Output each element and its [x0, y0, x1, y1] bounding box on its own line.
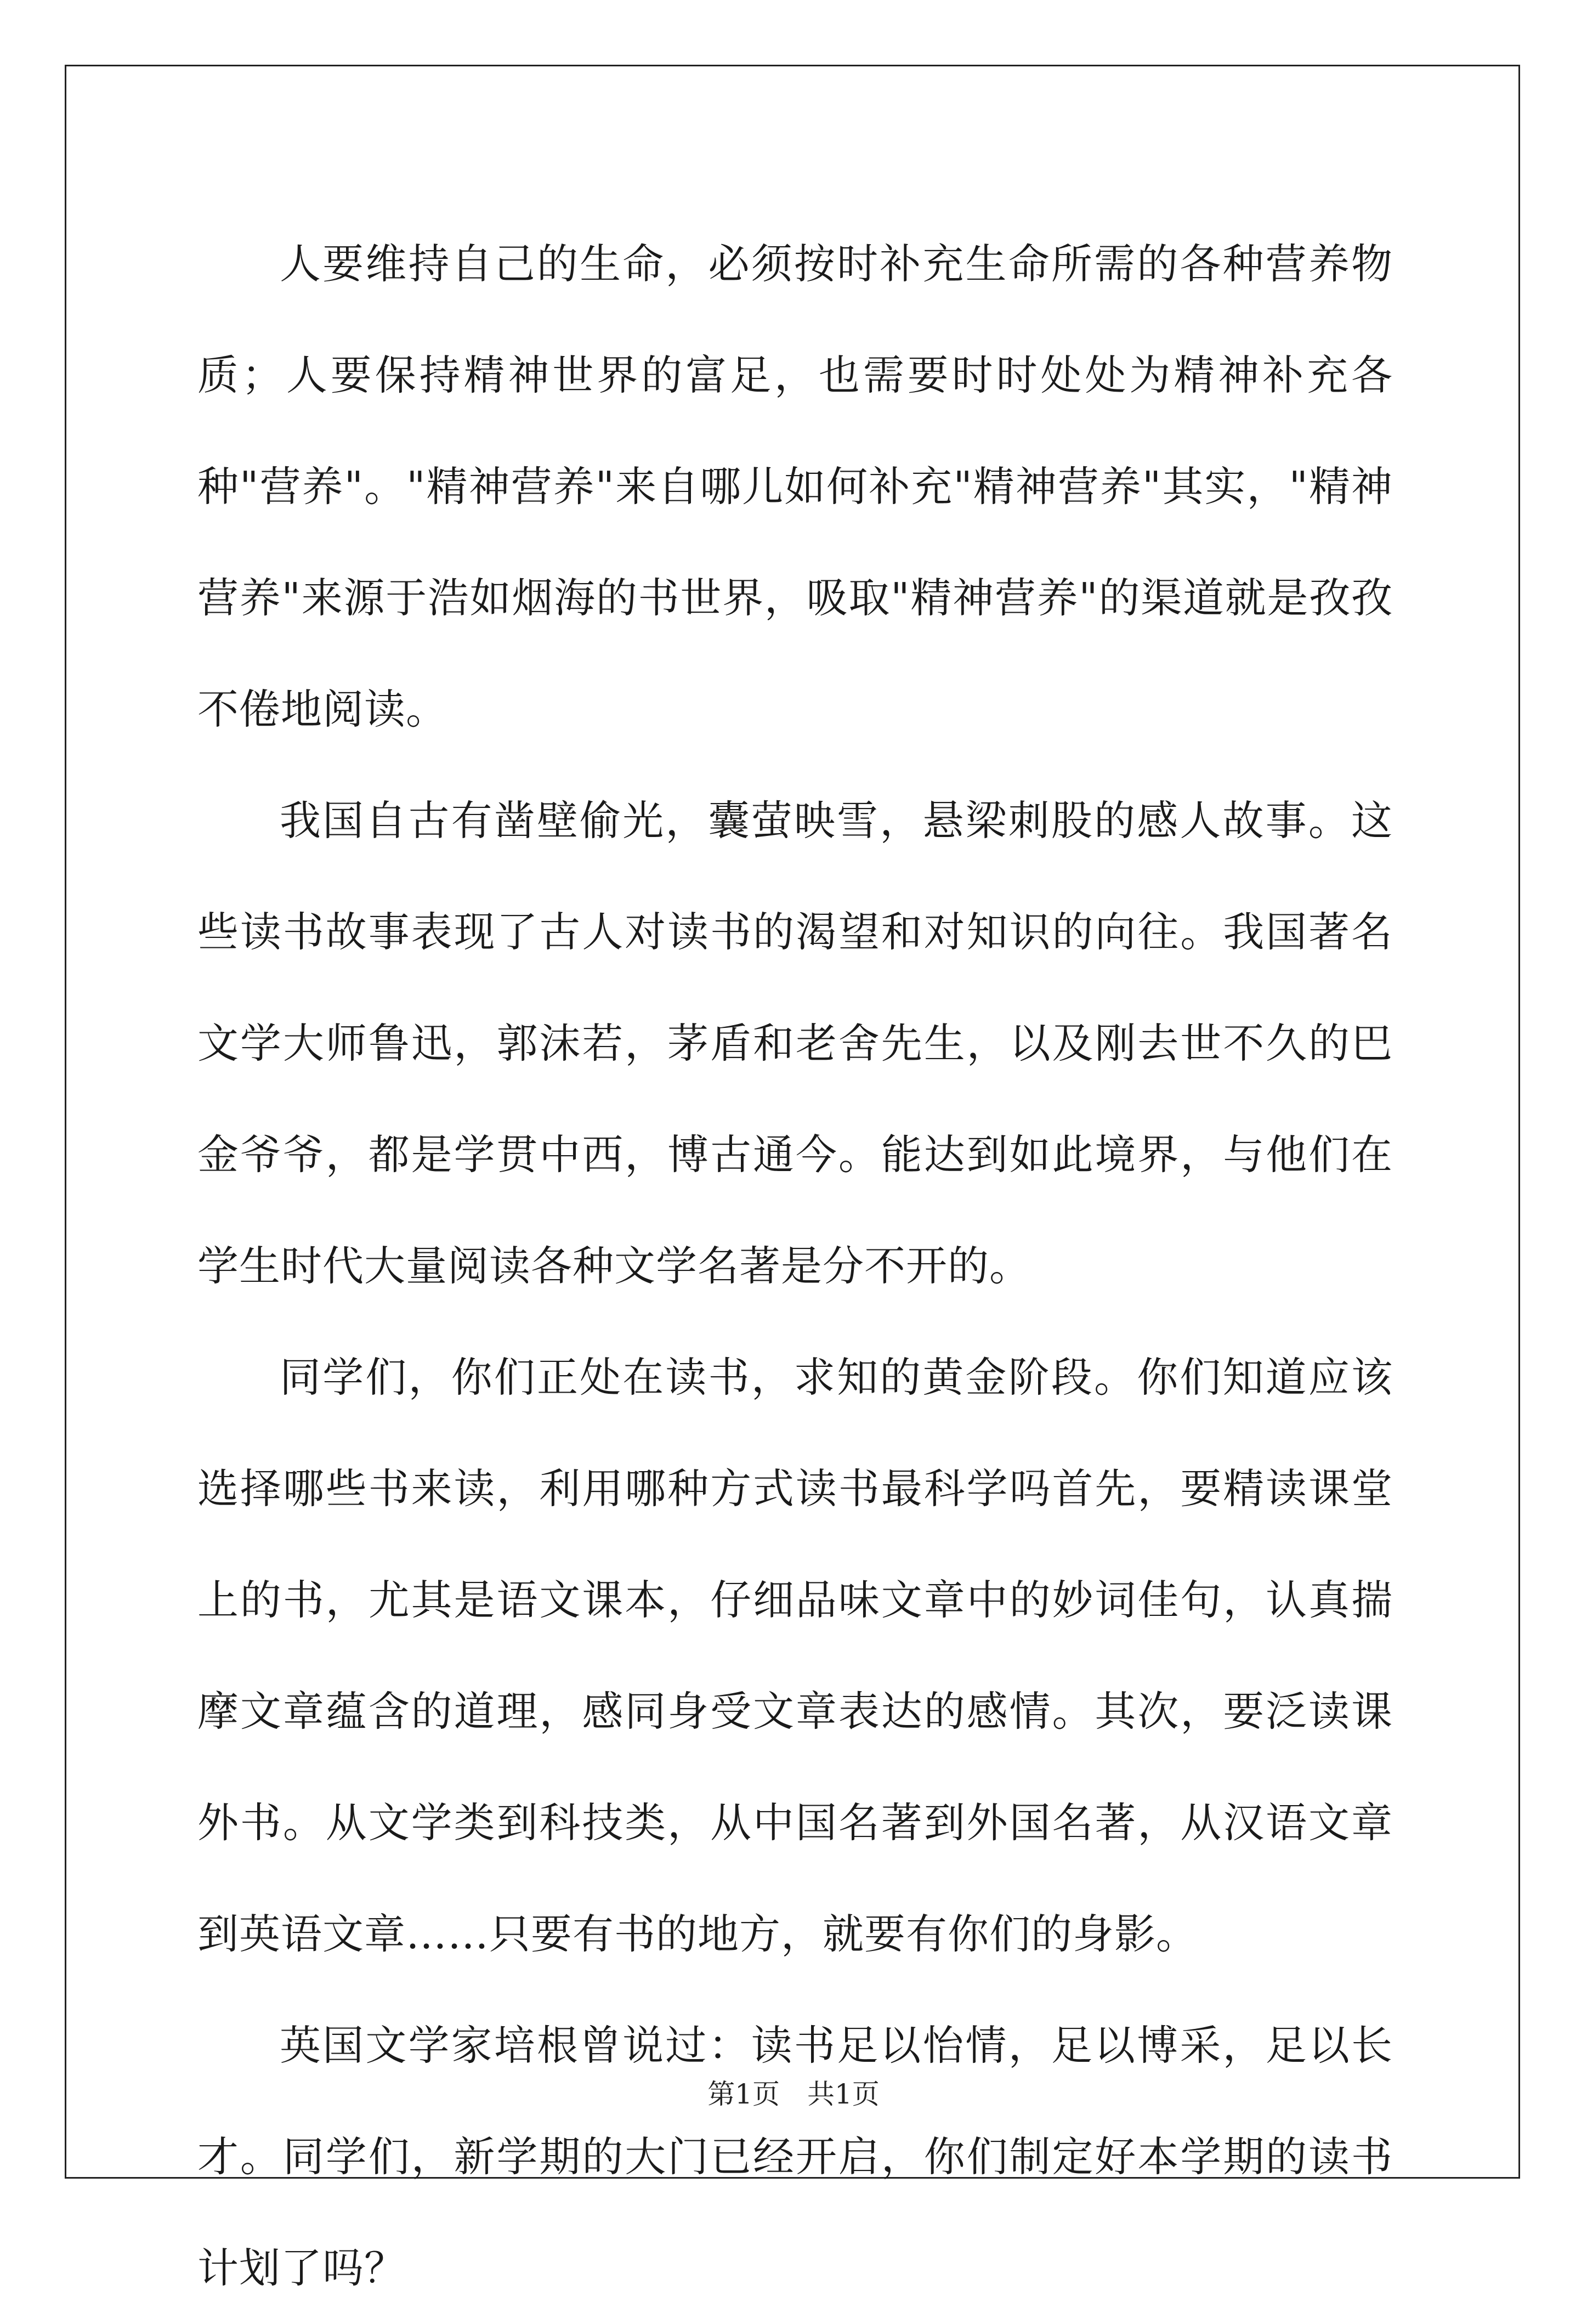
- paragraph-2: 我国自古有凿壁偷光，囊萤映雪，悬梁刺股的感人故事。这些读书故事表现了古人对读书的渴望和对知识的向往。我国著名文学大师鲁迅，郭沫若，茅盾和老舍先生，以及刚去世不久的巴金爷爷，都是学贯中西，博古通今。能达到如此境界，与他们在学生时代大量阅读各种文学名著是分不开的。: [197, 796, 1393, 1290]
- paragraph-3: 同学们，你们正处在读书，求知的黄金阶段。你们知道应该选择哪些书来读，利用哪种方式读书最科学吗首先，要精读课堂上的书，尤其是语文课本，仔细品味文章中的妙词佳句，认真揣摩文章蕴含的道理，感同身受文章表达的感情。其次，要泛读课外书。从文学类到科技类，从中国名著到外国名著，从汉语文章到英语文章……只要有书的地方，就要有你们的身影。: [197, 1353, 1393, 1958]
- paragraph-4: 英国文学家培根曾说过：读书足以怡情，足以博采，足以长才。同学们，新学期的大门已经开启，你们制定好本学期的读书计划了吗？: [197, 2021, 1393, 2292]
- paragraph-1: 人要维持自己的生命，必须按时补充生命所需的各种营养物质；人要保持精神世界的富足，也需要时时处处为精神补充各种"营养"。"精神营养"来自哪儿如何补充"精神营养"其实，"精神营养"来源于浩如烟海的书世界，吸取"精神营养"的渠道就是孜孜不倦地阅读。: [197, 240, 1393, 733]
- document-body: [197, 208, 1393, 2324]
- page-number-footer: 第1页 共1页: [707, 2078, 880, 2110]
